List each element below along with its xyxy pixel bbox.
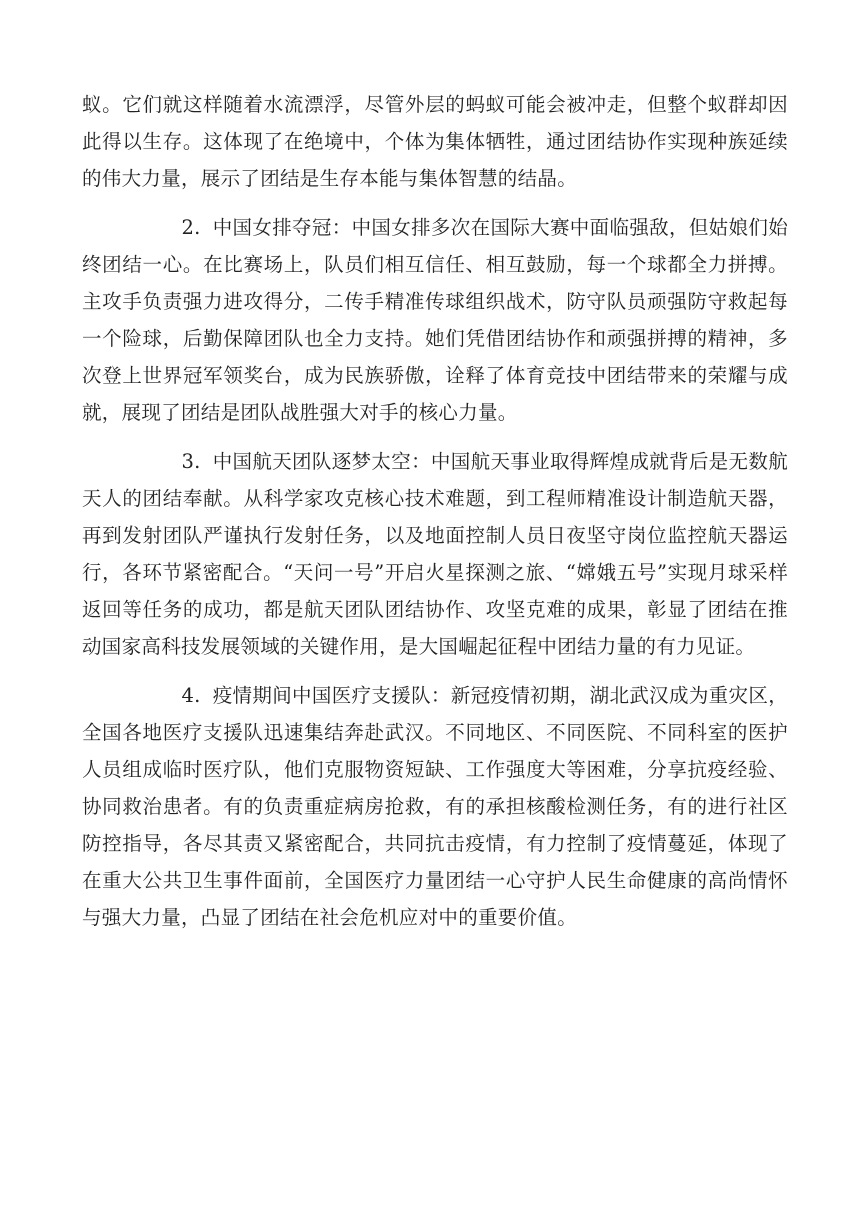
paragraph-text: 疫情期间中国医疗支援队：新冠疫情初期，湖北武汉成为重灾区，全国各地医疗支援队迅速集结奔赴武汉。不同地区、不同医院、不同科室的医护人员组成临时医疗队，他们克服物资短缺、工作强度大等困难，分享抗疫经验、协同救治患者。有的负责重症病房抢救，有的承担核酸检测任务，有的进行社区防控指导，各尽其责又紧密配合，共同抗击疫情，有力控制了疫情蔓延，体现了在重大公共卫生事件面前，全国医疗力量团结一心守护人民生命健康的高尚情怀与强大力量，凸显了团结在社会危机应对中的重要价值。: [82, 684, 788, 929]
paragraph-text: 蚁。它们就这样随着水流漂浮，尽管外层的蚂蚁可能会被冲走，但整个蚁群却因此得以生存。这体现了在绝境中，个体为集体牺牲，通过团结协作实现种族延续的伟大力量，展示了团结是生存本能与集体智慧的结晶。: [82, 93, 788, 190]
list-item-number: 2.: [181, 216, 201, 239]
paragraph-text: 中国航天团队逐梦太空：中国航天事业取得辉煌成就背后是无数航天人的团结奉献。从科学家攻克核心技术难题，到工程师精准设计制造航天器，再到发射团队严谨执行发射任务，以及地面控制人员日夜坚守岗位监控航天器运行，各环节紧密配合。“天问一号”开启火星探测之旅、“嫦娥五号”实现月球采样返回等任务的成功，都是航天团队团结协作、攻坚克难的成果，彰显了团结在推动国家高科技发展领域的关键作用，是大国崛起征程中团结力量的有力见证。: [82, 450, 788, 658]
document-body: [82, 86, 788, 936]
list-item-volleyball: [82, 209, 788, 431]
paragraph-continued: [82, 86, 788, 197]
list-item-number: 3.: [181, 450, 201, 473]
paragraph-text: 中国女排夺冠：中国女排多次在国际大赛中面临强敌，但姑娘们始终团结一心。在比赛场上，队员们相互信任、相互鼓励，每一个球都全力拼搏。主攻手负责强力进攻得分，二传手精准传球组织战术，防守队员顽强防守救起每一个险球，后勤保障团队也全力支持。她们凭借团结协作和顽强拼搏的精神，多次登上世界冠军领奖台，成为民族骄傲，诠释了体育竞技中团结带来的荣耀与成就，展现了团结是团队战胜强大对手的核心力量。: [82, 216, 788, 424]
list-item-aerospace: [82, 443, 788, 665]
list-item-number: 4.: [181, 684, 201, 707]
list-item-medical: [82, 677, 788, 936]
